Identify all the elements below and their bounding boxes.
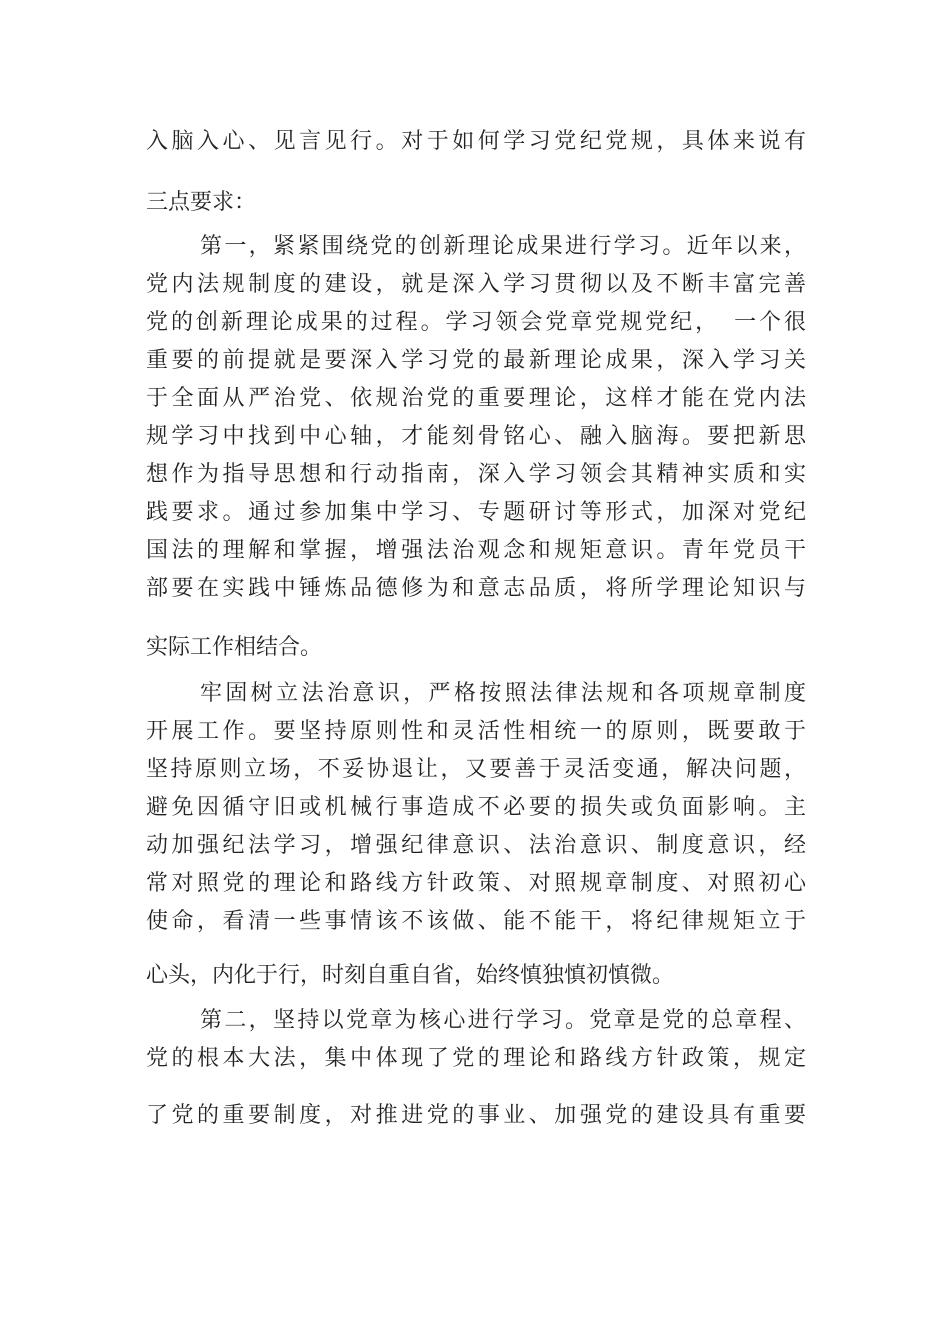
text-line: 规学习中找到中心轴，才能刻骨铭心、融入脑海。要把新思 [146,424,806,449]
text-line: 于全面从严治党、依规治党的重要理论，这样才能在党内法 [146,386,806,411]
text-line: 动加强纪法学习，增强纪律意识、法治意识、制度意识，经 [146,833,806,858]
text-line: 践要求。通过参加集中学习、专题研讨等形式，加深对党纪 [146,500,806,525]
text-line: 心头，内化于行，时刻自重自省，始终慎独慎初慎微。 [146,963,675,988]
text-line: 党的创新理论成果的过程。学习领会党章党规党纪， 一个很 [146,310,806,335]
paragraph-start-line: 第一，紧紧围绕党的创新理论成果进行学习。近年以来， [200,234,806,259]
text-line: 使命，看清一些事情该不该做、能不能干，将纪律规矩立于 [146,909,806,934]
text-line: 重要的前提就是要深入学习党的最新理论成果，深入学习关 [146,348,806,373]
text-line: 了党的重要制度，对推进党的事业、加强党的建设具有重要 [146,1103,806,1128]
text-line: 三点要求： [146,190,257,215]
text-line: 实际工作相结合。 [146,635,323,660]
text-line: 坚持原则立场，不妥协退让，又要善于灵活变通，解决问题， [146,757,806,782]
text-line: 常对照党的理论和路线方针政策、对照规章制度、对照初心 [146,871,806,896]
text-line: 想作为指导思想和行动指南，深入学习领会其精神实质和实 [146,462,806,487]
text-line: 部要在实践中锤炼品德修为和意志品质，将所学理论知识与 [146,576,806,601]
text-line: 党内法规制度的建设，就是深入学习贯彻以及不断丰富完善 [146,272,806,297]
text-line: 国法的理解和掌握，增强法治观念和规矩意识。青年党员干 [146,538,806,563]
text-line: 避免因循守旧或机械行事造成不必要的损失或负面影响。主 [146,795,806,820]
text-line: 党的根本大法，集中体现了党的理论和路线方针政策，规定 [146,1046,806,1071]
paragraph-start-line: 第二，坚持以党章为核心进行学习。党章是党的总章程、 [200,1008,806,1033]
text-line: 开展工作。要坚持原则性和灵活性相统一的原则，既要敢于 [146,719,806,744]
text-line: 入脑入心、见言见行。对于如何学习党纪党规，具体来说有 [146,129,806,154]
paragraph-start-line: 牢固树立法治意识，严格按照法律法规和各项规章制度 [200,681,806,706]
